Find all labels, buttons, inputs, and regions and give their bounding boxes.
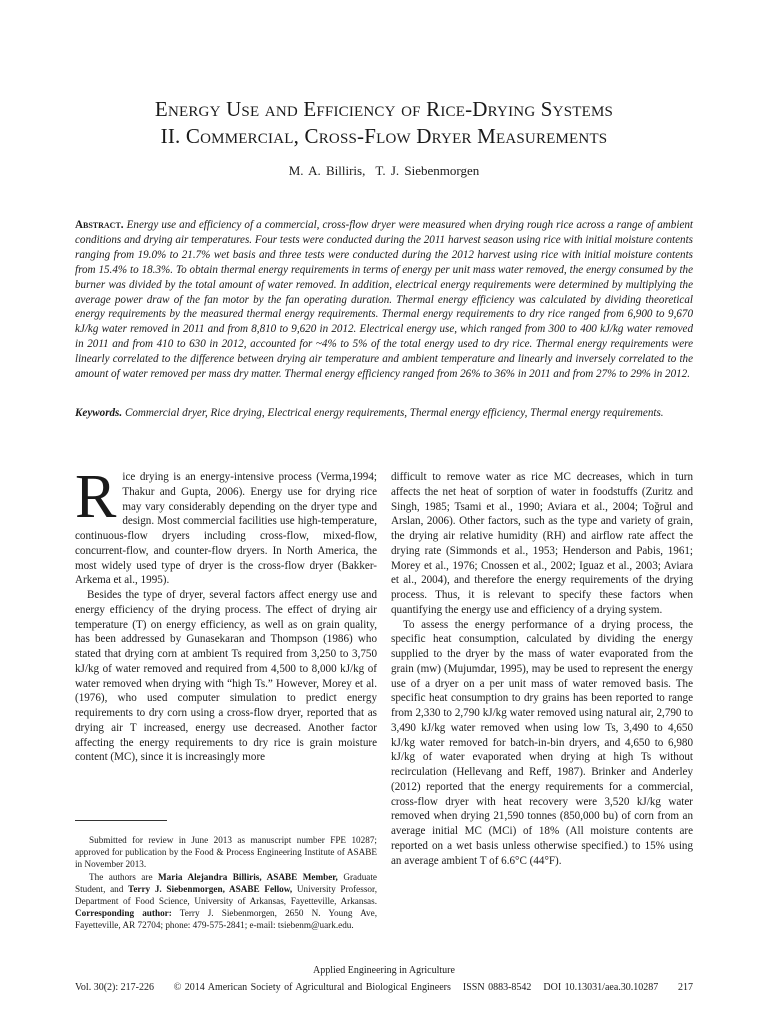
keywords <box>75 406 693 421</box>
body-paragraph: To assess the energy performance of a drying process, the specific heat consumption, calculated by dividing the energy supplied to the dryer by the mass of water evaporated from the grain (mw) (Mujumdar, 1995), may be used to represent the energy use of a dryer on a per unit mass of water removed basis. The specific heat consumption to dry grains has been reported to range from 2,330 to 2,790 kJ/kg water removed using natural air, 2,790 to 3,490 kJ/kg water removed when using low Ts, 3,490 to 4,650 kJ/kg water removed for batch-in-bin dryers, and 4,650 to 6,980 kJ/kg of water evaporated when drying at high Ts without recirculation (Hellevang and Reff, 1987). Brinker and Anderley (2012) reported that the energy requirements for a commercial, cross-flow dryer with heat recovery were 3,520 kJ/kg water removed when drying 21,590 tonnes (850,000 bu) of corn from an average initial MC (MCi) of 18% (All moisture contents are reported on a wet basis unless otherwise specified.) to 15% using an average ambient T of 6.6°C (44°F). <box>391 618 693 867</box>
keywords-text: Commercial dryer, Rice drying, Electrical energy requirements, Thermal energy efficiency, Thermal energy requirements. <box>124 407 664 419</box>
drop-cap: R <box>75 463 117 531</box>
issn: ISSN 0883-8542 <box>462 982 532 993</box>
footnote-submitted: Submitted for review in June 2013 as manuscript number FPE 10287; approved for publication by the Food & Process Engineering Institute of ASABE in November 2013. <box>75 835 377 870</box>
volume-info: Vol. 30(2): 217-226 <box>75 982 154 993</box>
doi: DOI 10.13031/aea.30.10287 <box>543 982 659 993</box>
publication-info <box>168 982 665 993</box>
body-column-left <box>75 463 377 765</box>
body-paragraph: Rice drying is an energy-intensive process (Verma,1994; Thakur and Gupta, 2006). Energy use for drying rice may vary considerably depending on the dryer type and design. Most commercial facilities use high-temperature, continuous-flow dryers including cross-flow, mixed-flow, concurrent-flow, and counter-flow dryers. In North America, the most widely used type of dryer is the cross-flow dryer (Bakker-Arkema et al., 1995). <box>75 463 377 587</box>
abstract-label: Abstract. <box>75 219 124 231</box>
footnote-authors: The authors are Maria Alejandra Billiris, ASABE Member, Graduate Student, and Terry J. Siebenmorgen, ASABE Fellow, University Professor, Department of Food Science, University of Arkansas, Fayetteville, Arkansas. Corresponding author: Terry J. Siebenmorgen, 2650 N. Young Ave, Fayetteville, AR 72704; phone: 479-575-2841; e-mail: tsiebenm@uark.edu. <box>75 871 378 931</box>
copyright: © 2014 American Society of Agricultural and Biological Engineers <box>173 982 451 993</box>
paper-title-line-2: II. Commercial, Cross-Flow Dryer Measurements <box>160 124 608 148</box>
paper-title-line-1: Energy Use and Efficiency of Rice-Drying Systems <box>154 97 614 121</box>
author-name: M. A. Billiris, <box>288 163 366 178</box>
footnote-divider <box>75 820 167 821</box>
page-footer <box>75 982 693 993</box>
abstract <box>75 218 693 382</box>
body-paragraph: difficult to remove water as rice MC decreases, which in turn affects the net heat of sorption of water in foodstuffs (Zuritz and Singh, 1985; Tsami et al., 1990; Aviara et al., 2004; Toğrul and Arslan, 2006). Other factors, such as the type and variety of grain, the drying air relative humidity (RH) and airflow rate affect the drying rate (Simmonds et al., 1953; Henderson and Pabis, 1961; Morey et al., 1976; Cnossen et al., 2002; Iguaz et al., 2003; Aviara et al., 2004), and therefore the energy requirements of the drying process. Thus, it is relevant to specify these factors when quantifying the energy use and efficiency of a drying system. <box>391 471 693 616</box>
abstract-text: Energy use and efficiency of a commercial, cross-flow dryer were measured when drying rough rice across a range of ambient conditions and drying air temperatures. Four tests were conducted during the 2011 harvest season using rice with initial moisture contents ranging from 19.0% to 21.7% wet basis and three tests were conducted during the 2012 harvest using rice with initial moisture contents from 15.4% to 18.3%. To obtain thermal energy requirements in terms of energy per unit mass water removed, the energy consumed by the burner was divided by the total amount of water removed. In addition, electrical energy requirements were determined by multiplying the average power draw of the fan motor by the fan operating duration. Thermal energy efficiency was calculated by dividing theoretical energy requirements by the measured thermal energy requirements. Thermal energy requirements to dry rice ranged from 6,900 to 9,670 kJ/kg water removed in 2011 and from 8,810 to 9,620 in 2012. Electrical energy use, which ranged from 300 to 400 kJ/kg water removed in 2011 and from 410 to 630 in 2012, accounted for ~4% to 5% of the total energy used to dry rice. Thermal energy requirements were linearly correlated to the difference between drying air temperature and ambient temperature and linearly and inversely correlated to the amount of water removed per mass dry matter. Thermal energy efficiency ranged from 26% to 36% in 2011 and from 27% to 29% in 2012. <box>75 219 693 381</box>
journal-name: Applied Engineering in Agriculture <box>313 965 455 976</box>
author-name: T. J. Siebenmorgen <box>375 163 480 178</box>
body-paragraph: Besides the type of dryer, several factors affect energy use and energy efficiency of the drying process. The effect of drying air temperature (T) on energy efficiency, as well as on grain quality, has been addressed by Gunasekaran and Thompson (1986) who stated that drying corn at ambient Ts required from 3,250 to 3,750 kJ/kg of water removed and required from 4,500 to 8,000 kJ/kg of water removed when drying with “high Ts.” However, Morey et al. (1976), who used computer simulation to predict energy requirements to dry corn using a cross-flow dryer, reported that as drying air T increased, energy use decreased. Another factor affecting the energy requirements to dry rice is grain moisture content (MC), since it is increasingly more <box>75 589 377 764</box>
keywords-label: Keywords. <box>75 407 123 419</box>
author-list <box>0 163 768 179</box>
page-number: 217 <box>677 982 693 993</box>
body-column-right <box>391 470 693 868</box>
footnote <box>75 834 377 932</box>
